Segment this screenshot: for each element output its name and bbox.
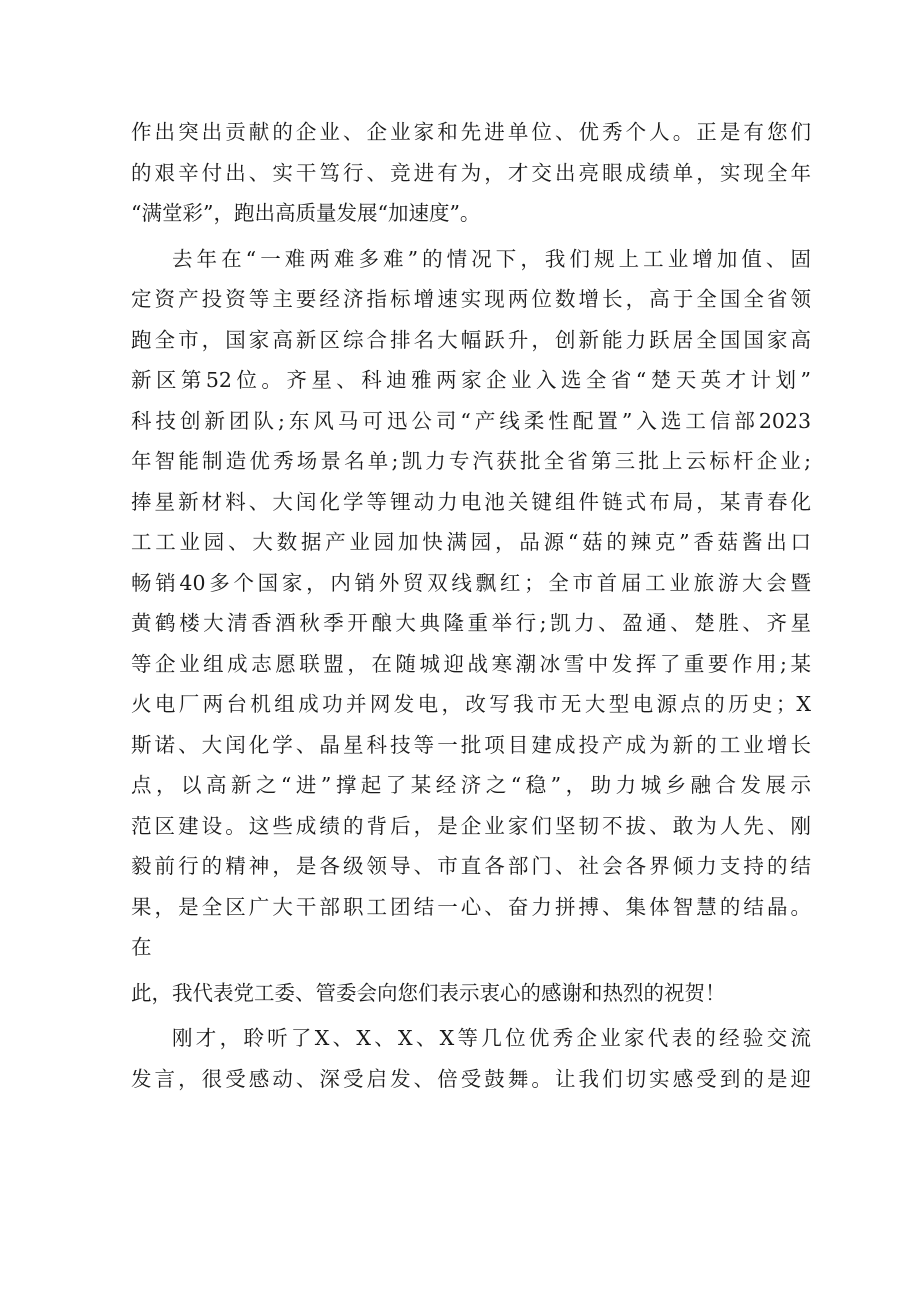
text-line: 作出突出贡献的企业、企业家和先进单位、优秀个人。正是有您们: [131, 120, 811, 144]
text-line: 黄鹤楼大清香酒秋季开酿大典隆重举行;凯力、盈通、楚胜、齐星: [131, 611, 811, 635]
text-line: 发言，很受感动、深受启发、倍受鼓舞。让我们切实感受到的是迎: [131, 1066, 811, 1091]
text-line: 畅销40多个国家，内销外贸双线飘红；全市首届工业旅游大会暨: [131, 570, 811, 595]
paragraph-2: [131, 239, 811, 968]
text-line: 在: [131, 935, 152, 959]
text-line: 年智能制造优秀场景名单;凯力专汽获批全省第三批上云标杆企业;: [131, 449, 811, 473]
text-line: 果，是全区广大干部职工团结一心、奋力拼搏、集体智慧的结晶。: [131, 894, 811, 919]
text-line: 跑全市，国家高新区综合排名大幅跃升，创新能力跃居全国国家高: [131, 327, 811, 352]
text-line: 毅前行的精神，是各级领导、市直各部门、社会各界倾力支持的结: [131, 854, 811, 878]
text-line: 工工业园、大数据产业园加快满园，品源“菇的辣克”香菇酱出口: [131, 530, 811, 554]
text-line: 等企业组成志愿联盟，在随城迎战寒潮冰雪中发挥了重要作用;某: [131, 651, 811, 676]
text-line: “满堂彩”，跑出高质量发展“加速度”。: [131, 201, 481, 225]
text-line: 定资产投资等主要经济指标增速实现两位数增长，高于全国全省领: [131, 287, 811, 311]
paragraph-4: [131, 1018, 811, 1099]
text-line: 的艰辛付出、实干笃行、竞进有为，才交出亮眼成绩单，实现全年: [131, 160, 811, 185]
document-body: [131, 112, 811, 1099]
paragraph-3: [131, 973, 811, 1014]
text-line: 刚才，聆听了X、X、X、X等几位优秀企业家代表的经验交流: [172, 1026, 811, 1050]
text-line: 此，我代表党工委、管委会向您们表示衷心的感谢和热烈的祝贺！: [131, 980, 726, 1005]
text-line: 科技创新团队;东风马可迅公司“产线柔性配置”入选工信部2023: [131, 408, 811, 433]
text-line: 去年在“一难两难多难”的情况下，我们规上工业增加值、固: [172, 246, 811, 271]
text-line: 点，以高新之“进”撑起了某经济之“稳”，助力城乡融合发展示: [131, 773, 811, 797]
text-line: 范区建设。这些成绩的背后，是企业家们坚韧不拔、敢为人先、刚: [131, 813, 811, 838]
text-line: 火电厂两台机组成功并网发电，改写我市无大型电源点的历史；X: [131, 692, 811, 716]
text-line: 新区第52位。齐星、科迪雅两家企业入选全省“楚天英才计划”: [131, 368, 811, 392]
paragraph-1: [131, 112, 811, 234]
text-line: 捧星新材料、大闰化学等锂动力电池关键组件链式布局，某青春化: [131, 489, 811, 514]
text-line: 斯诺、大闰化学、晶星科技等一批项目建成投产成为新的工业增长: [131, 732, 811, 757]
